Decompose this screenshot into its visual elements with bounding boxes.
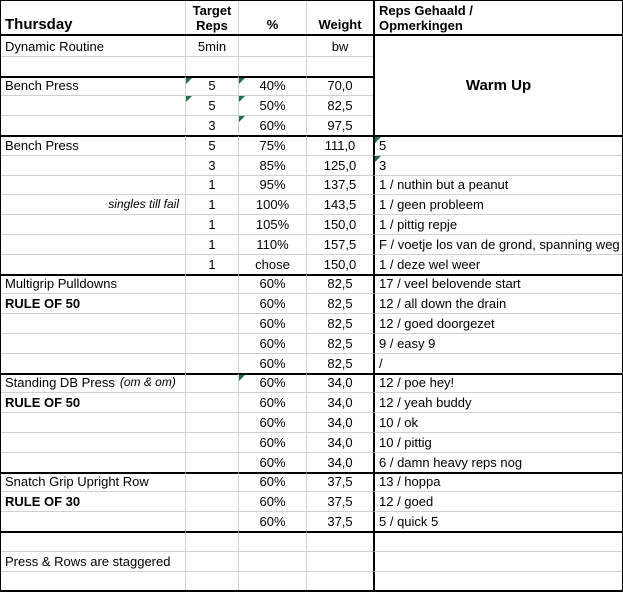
target-reps-cell[interactable]	[185, 56, 238, 76]
exercise-label: Press & Rows are staggered	[5, 553, 171, 569]
percent-cell[interactable]	[238, 432, 306, 452]
exercise-cell[interactable]	[1, 56, 185, 76]
weight-cell[interactable]	[306, 531, 373, 551]
exercise-cell[interactable]	[1, 313, 185, 333]
notes-value: 1 / nuthin but a peanut	[379, 177, 509, 193]
weight-cell[interactable]	[306, 571, 373, 591]
percent-value: chose	[255, 256, 290, 272]
exercise-label: Bench Press	[5, 137, 79, 153]
notes-cell[interactable]	[373, 432, 622, 452]
percent-value: 60%	[259, 315, 286, 331]
percent-cell[interactable]	[238, 511, 306, 531]
sheet-row	[1, 155, 622, 175]
sheet-row	[1, 194, 622, 214]
exercise-cell[interactable]	[1, 472, 185, 492]
exercise-cell[interactable]	[1, 115, 185, 135]
weight-cell[interactable]	[306, 293, 373, 313]
target-reps-value: 1	[208, 216, 216, 232]
percent-value: 60%	[259, 454, 286, 470]
exercise-cell[interactable]	[1, 293, 185, 313]
exercise-cell[interactable]	[1, 432, 185, 452]
percent-cell[interactable]	[238, 135, 306, 155]
warm-up-label: Warm Up	[465, 77, 532, 94]
percent-value: 60%	[259, 434, 286, 450]
notes-cell[interactable]	[373, 214, 622, 234]
weight-value: 82,5	[327, 276, 353, 292]
header-row	[1, 1, 622, 36]
weight-cell[interactable]	[306, 452, 373, 472]
notes-value: 1 / geen probleem	[379, 197, 484, 213]
exercise-cell[interactable]	[1, 95, 185, 115]
weight-cell[interactable]	[306, 412, 373, 432]
weight-value: 125,0	[323, 157, 357, 173]
notes-cell[interactable]	[373, 333, 622, 353]
weight-value: 34,0	[327, 434, 353, 450]
percent-cell[interactable]	[238, 214, 306, 234]
notes-cell[interactable]	[373, 254, 622, 274]
target-reps-value: 3	[208, 157, 216, 173]
target-reps-value: 3	[208, 117, 216, 133]
notes-value: 10 / pittig	[379, 434, 432, 450]
target-reps-cell[interactable]	[185, 511, 238, 531]
exercise-cell[interactable]	[1, 333, 185, 353]
warm-up-merged-cell[interactable]	[375, 36, 622, 135]
weight-value: 37,5	[327, 513, 353, 529]
weight-value: 82,5	[327, 98, 353, 114]
exercise-cell[interactable]	[1, 571, 185, 591]
weight-cell[interactable]	[306, 491, 373, 511]
notes-header-line2: Opmerkingen	[379, 17, 463, 33]
weight-cell[interactable]	[306, 313, 373, 333]
percent-value: 60%	[259, 335, 286, 351]
percent-value: 60%	[259, 276, 286, 292]
target-reps-value: 5	[208, 78, 216, 94]
exercise-cell[interactable]	[1, 551, 185, 571]
target-reps-cell[interactable]	[185, 452, 238, 472]
weight-cell[interactable]	[306, 551, 373, 571]
weight-value: 34,0	[327, 454, 353, 470]
sheet-row	[1, 254, 622, 274]
target-reps-cell[interactable]	[185, 36, 238, 56]
notes-value: 12 / goed	[379, 494, 434, 510]
weight-cell[interactable]	[306, 511, 373, 531]
notes-cell[interactable]	[373, 293, 622, 313]
exercise-label: RULE OF 30	[5, 494, 81, 510]
exercise-cell[interactable]	[1, 135, 185, 155]
notes-value: 6 / damn heavy reps nog	[379, 454, 523, 470]
percent-value: 60%	[259, 474, 286, 490]
percent-cell[interactable]	[238, 551, 306, 571]
notes-cell[interactable]	[373, 155, 622, 175]
cell-comment-flag-icon	[239, 375, 245, 381]
cell-comment-flag-icon	[239, 78, 245, 84]
sheet-row	[1, 293, 622, 313]
exercise-cell[interactable]	[1, 274, 185, 294]
percent-cell[interactable]	[238, 392, 306, 412]
exercise-cell[interactable]	[1, 452, 185, 472]
notes-cell[interactable]	[373, 135, 622, 155]
notes-value: 5	[379, 137, 387, 153]
weight-cell[interactable]	[306, 175, 373, 195]
sheet-row	[1, 274, 622, 294]
notes-value: 10 / ok	[379, 414, 419, 430]
sheet-row	[1, 452, 622, 472]
percent-cell[interactable]	[238, 175, 306, 195]
percent-cell[interactable]	[238, 155, 306, 175]
exercise-label: Standing DB Press	[5, 375, 115, 391]
sheet-row	[1, 353, 622, 373]
weight-cell[interactable]	[306, 194, 373, 214]
notes-cell[interactable]	[373, 571, 622, 591]
percent-value: 60%	[259, 296, 286, 312]
exercise-suffix-label: (om & om)	[119, 375, 176, 390]
weight-cell[interactable]	[306, 234, 373, 254]
weight-cell[interactable]	[306, 135, 373, 155]
notes-value: 12 / all down the drain	[379, 296, 507, 312]
cell-comment-flag-icon	[239, 96, 245, 102]
exercise-cell[interactable]	[1, 254, 185, 274]
percent-value: 60%	[259, 375, 286, 391]
percent-value: 75%	[259, 137, 286, 153]
exercise-label: Snatch Grip Upright Row	[5, 474, 149, 490]
target-reps-cell[interactable]	[185, 115, 238, 135]
notes-cell[interactable]	[373, 353, 622, 373]
notes-cell[interactable]	[373, 373, 622, 393]
weight-value: 82,5	[327, 335, 353, 351]
cell-comment-flag-icon	[375, 137, 381, 143]
percent-cell[interactable]	[238, 115, 306, 135]
target-reps-cell[interactable]	[185, 155, 238, 175]
notes-value: F / voetje los van de grond, spanning weg	[379, 236, 620, 252]
weight-cell[interactable]	[306, 115, 373, 135]
weight-value: 82,5	[327, 355, 353, 371]
weight-cell[interactable]	[306, 95, 373, 115]
target-reps-cell[interactable]	[185, 491, 238, 511]
target-reps-cell[interactable]	[185, 234, 238, 254]
percent-cell[interactable]	[238, 293, 306, 313]
percent-cell[interactable]	[238, 254, 306, 274]
sheet-row	[1, 392, 622, 412]
percent-value: 95%	[259, 177, 286, 193]
exercise-cell[interactable]	[1, 491, 185, 511]
percent-value: 110%	[256, 236, 289, 252]
percent-cell[interactable]	[238, 36, 306, 56]
percent-value: 60%	[259, 117, 286, 133]
weight-cell[interactable]	[306, 373, 373, 393]
percent-cell[interactable]	[238, 452, 306, 472]
sheet-row	[1, 234, 622, 254]
sheet-row	[1, 551, 622, 571]
day-header-label: Thursday	[5, 16, 73, 33]
weight-value: 37,5	[327, 494, 353, 510]
target-reps-value: 1	[208, 197, 216, 213]
sheet-body	[1, 36, 622, 590]
sheet-row	[1, 491, 622, 511]
target-reps-cell[interactable]	[185, 214, 238, 234]
weight-cell[interactable]	[306, 155, 373, 175]
notes-value: 13 / hoppa	[379, 474, 441, 490]
target-reps-header-line2: Reps	[196, 17, 228, 33]
notes-cell[interactable]	[373, 491, 622, 511]
notes-cell[interactable]	[373, 313, 622, 333]
weight-value: 34,0	[327, 375, 353, 391]
notes-value: 3	[379, 157, 387, 173]
weight-cell[interactable]	[306, 333, 373, 353]
target-reps-cell[interactable]	[185, 175, 238, 195]
percent-value: 85%	[259, 157, 286, 173]
sheet-row	[1, 531, 622, 551]
target-reps-value: 5	[208, 98, 216, 114]
day-header-cell[interactable]	[1, 1, 185, 34]
exercise-label: RULE OF 50	[5, 395, 81, 411]
notes-cell[interactable]	[373, 452, 622, 472]
percent-cell[interactable]	[238, 412, 306, 432]
percent-value: 60%	[259, 494, 286, 510]
target-reps-cell[interactable]	[185, 571, 238, 591]
notes-value: 12 / yeah buddy	[379, 395, 472, 411]
percent-value: 50%	[259, 98, 286, 114]
weight-value: 97,5	[327, 117, 353, 133]
target-reps-cell[interactable]	[185, 551, 238, 571]
weight-cell[interactable]	[306, 432, 373, 452]
target-reps-cell[interactable]	[185, 412, 238, 432]
weight-value: 34,0	[327, 414, 353, 430]
weight-value: 34,0	[327, 395, 353, 411]
weight-cell[interactable]	[306, 76, 373, 96]
target-reps-value: 5min	[197, 38, 227, 54]
target-reps-cell[interactable]	[185, 472, 238, 492]
notes-cell[interactable]	[373, 531, 622, 551]
target-reps-value: 1	[208, 236, 216, 252]
weight-cell[interactable]	[306, 353, 373, 373]
sheet-row	[1, 472, 622, 492]
notes-cell[interactable]	[373, 472, 622, 492]
cell-comment-flag-icon	[375, 156, 381, 162]
percent-cell[interactable]	[238, 56, 306, 76]
exercise-cell[interactable]	[1, 392, 185, 412]
percent-header-label: %	[266, 17, 279, 32]
target-reps-cell[interactable]	[185, 95, 238, 115]
percent-value: 60%	[259, 414, 286, 430]
sheet-row	[1, 135, 622, 155]
weight-cell[interactable]	[306, 56, 373, 76]
sheet-row	[1, 412, 622, 432]
exercise-cell[interactable]	[1, 511, 185, 531]
sheet-row	[1, 313, 622, 333]
notes-value: 12 / goed doorgezet	[379, 315, 495, 331]
exercise-cell[interactable]	[1, 194, 185, 214]
weight-value: 82,5	[327, 296, 353, 312]
percent-cell[interactable]	[238, 373, 306, 393]
sheet-row	[1, 333, 622, 353]
target-reps-cell[interactable]	[185, 254, 238, 274]
notes-header-cell[interactable]	[373, 1, 622, 34]
weight-cell[interactable]	[306, 214, 373, 234]
notes-cell[interactable]	[373, 412, 622, 432]
sheet-row	[1, 214, 622, 234]
exercise-label: RULE OF 50	[5, 296, 81, 312]
target-reps-cell[interactable]	[185, 313, 238, 333]
target-reps-value: 5	[208, 137, 216, 153]
percent-cell[interactable]	[238, 353, 306, 373]
weight-value: 111,0	[324, 137, 356, 153]
sheet-row	[1, 432, 622, 452]
exercise-label: Bench Press	[5, 78, 79, 94]
target-reps-cell[interactable]	[185, 135, 238, 155]
exercise-label: Dynamic Routine	[5, 38, 104, 54]
notes-value: /	[379, 355, 383, 371]
target-reps-cell[interactable]	[185, 432, 238, 452]
exercise-cell[interactable]	[1, 76, 185, 96]
notes-cell[interactable]	[373, 392, 622, 412]
percent-cell[interactable]	[238, 571, 306, 591]
weight-header-cell[interactable]	[306, 1, 373, 34]
sheet-row	[1, 511, 622, 531]
weight-cell[interactable]	[306, 392, 373, 412]
weight-cell[interactable]	[306, 254, 373, 274]
target-reps-cell[interactable]	[185, 333, 238, 353]
target-reps-header-line1: Target	[192, 2, 232, 18]
weight-value: 143,5	[323, 197, 357, 213]
notes-cell[interactable]	[373, 175, 622, 195]
percent-cell[interactable]	[238, 491, 306, 511]
weight-value: bw	[331, 38, 349, 54]
target-reps-cell[interactable]	[185, 531, 238, 551]
notes-value: 5 / quick 5	[379, 513, 439, 529]
percent-cell[interactable]	[238, 194, 306, 214]
notes-value: 17 / veel belovende start	[379, 276, 521, 292]
exercise-cell[interactable]	[1, 36, 185, 56]
notes-value: 1 / pittig repje	[379, 216, 458, 232]
cell-comment-flag-icon	[186, 78, 192, 84]
notes-cell[interactable]	[373, 274, 622, 294]
percent-cell[interactable]	[238, 313, 306, 333]
target-reps-header-cell[interactable]	[185, 1, 238, 34]
exercise-cell[interactable]	[1, 412, 185, 432]
weight-value: 157,5	[323, 236, 357, 252]
exercise-cell[interactable]	[1, 531, 185, 551]
exercise-label: singles till fail	[108, 197, 179, 212]
exercise-cell[interactable]	[1, 373, 185, 393]
weight-value: 82,5	[327, 315, 353, 331]
exercise-cell[interactable]	[1, 175, 185, 195]
exercise-cell[interactable]	[1, 214, 185, 234]
notes-cell[interactable]	[373, 194, 622, 214]
percent-value: 105%	[255, 216, 290, 232]
notes-cell[interactable]	[373, 511, 622, 531]
sheet-row	[1, 373, 622, 393]
target-reps-value: 1	[208, 177, 216, 193]
target-reps-cell[interactable]	[185, 392, 238, 412]
notes-header-line1: Reps Gehaald /	[379, 2, 473, 18]
target-reps-cell[interactable]	[185, 353, 238, 373]
percent-value: 60%	[259, 513, 286, 529]
percent-header-cell[interactable]	[238, 1, 306, 34]
cell-comment-flag-icon	[186, 96, 192, 102]
weight-header-label: Weight	[318, 17, 362, 32]
weight-value: 150,0	[323, 256, 357, 272]
weight-cell[interactable]	[306, 36, 373, 56]
percent-value: 40%	[259, 78, 286, 94]
target-reps-cell[interactable]	[185, 373, 238, 393]
exercise-cell[interactable]	[1, 234, 185, 254]
weight-cell[interactable]	[306, 472, 373, 492]
percent-cell[interactable]	[238, 333, 306, 353]
percent-cell[interactable]	[238, 274, 306, 294]
notes-value: 9 / easy 9	[379, 335, 436, 351]
weight-value: 150,0	[323, 216, 357, 232]
percent-cell[interactable]	[238, 531, 306, 551]
weight-value: 137,5	[323, 177, 357, 193]
sheet-row	[1, 175, 622, 195]
percent-cell[interactable]	[238, 95, 306, 115]
sheet-row	[1, 571, 622, 591]
percent-cell[interactable]	[238, 76, 306, 96]
notes-cell[interactable]	[373, 551, 622, 571]
cell-comment-flag-icon	[239, 116, 245, 122]
target-reps-cell[interactable]	[185, 194, 238, 214]
weight-value: 37,5	[327, 474, 353, 490]
exercise-label: Multigrip Pulldowns	[5, 276, 117, 292]
weight-cell[interactable]	[306, 274, 373, 294]
percent-cell[interactable]	[238, 472, 306, 492]
target-reps-value: 1	[208, 256, 216, 272]
exercise-cell[interactable]	[1, 155, 185, 175]
percent-value: 100%	[255, 197, 290, 213]
exercise-cell[interactable]	[1, 353, 185, 373]
percent-value: 60%	[259, 355, 286, 371]
percent-cell[interactable]	[238, 234, 306, 254]
target-reps-cell[interactable]	[185, 293, 238, 313]
notes-value: 12 / poe hey!	[379, 375, 455, 391]
percent-value: 60%	[259, 395, 286, 411]
target-reps-cell[interactable]	[185, 274, 238, 294]
notes-value: 1 / deze wel weer	[379, 256, 481, 272]
weight-value: 70,0	[327, 78, 353, 94]
notes-cell[interactable]	[373, 234, 622, 254]
target-reps-cell[interactable]	[185, 76, 238, 96]
